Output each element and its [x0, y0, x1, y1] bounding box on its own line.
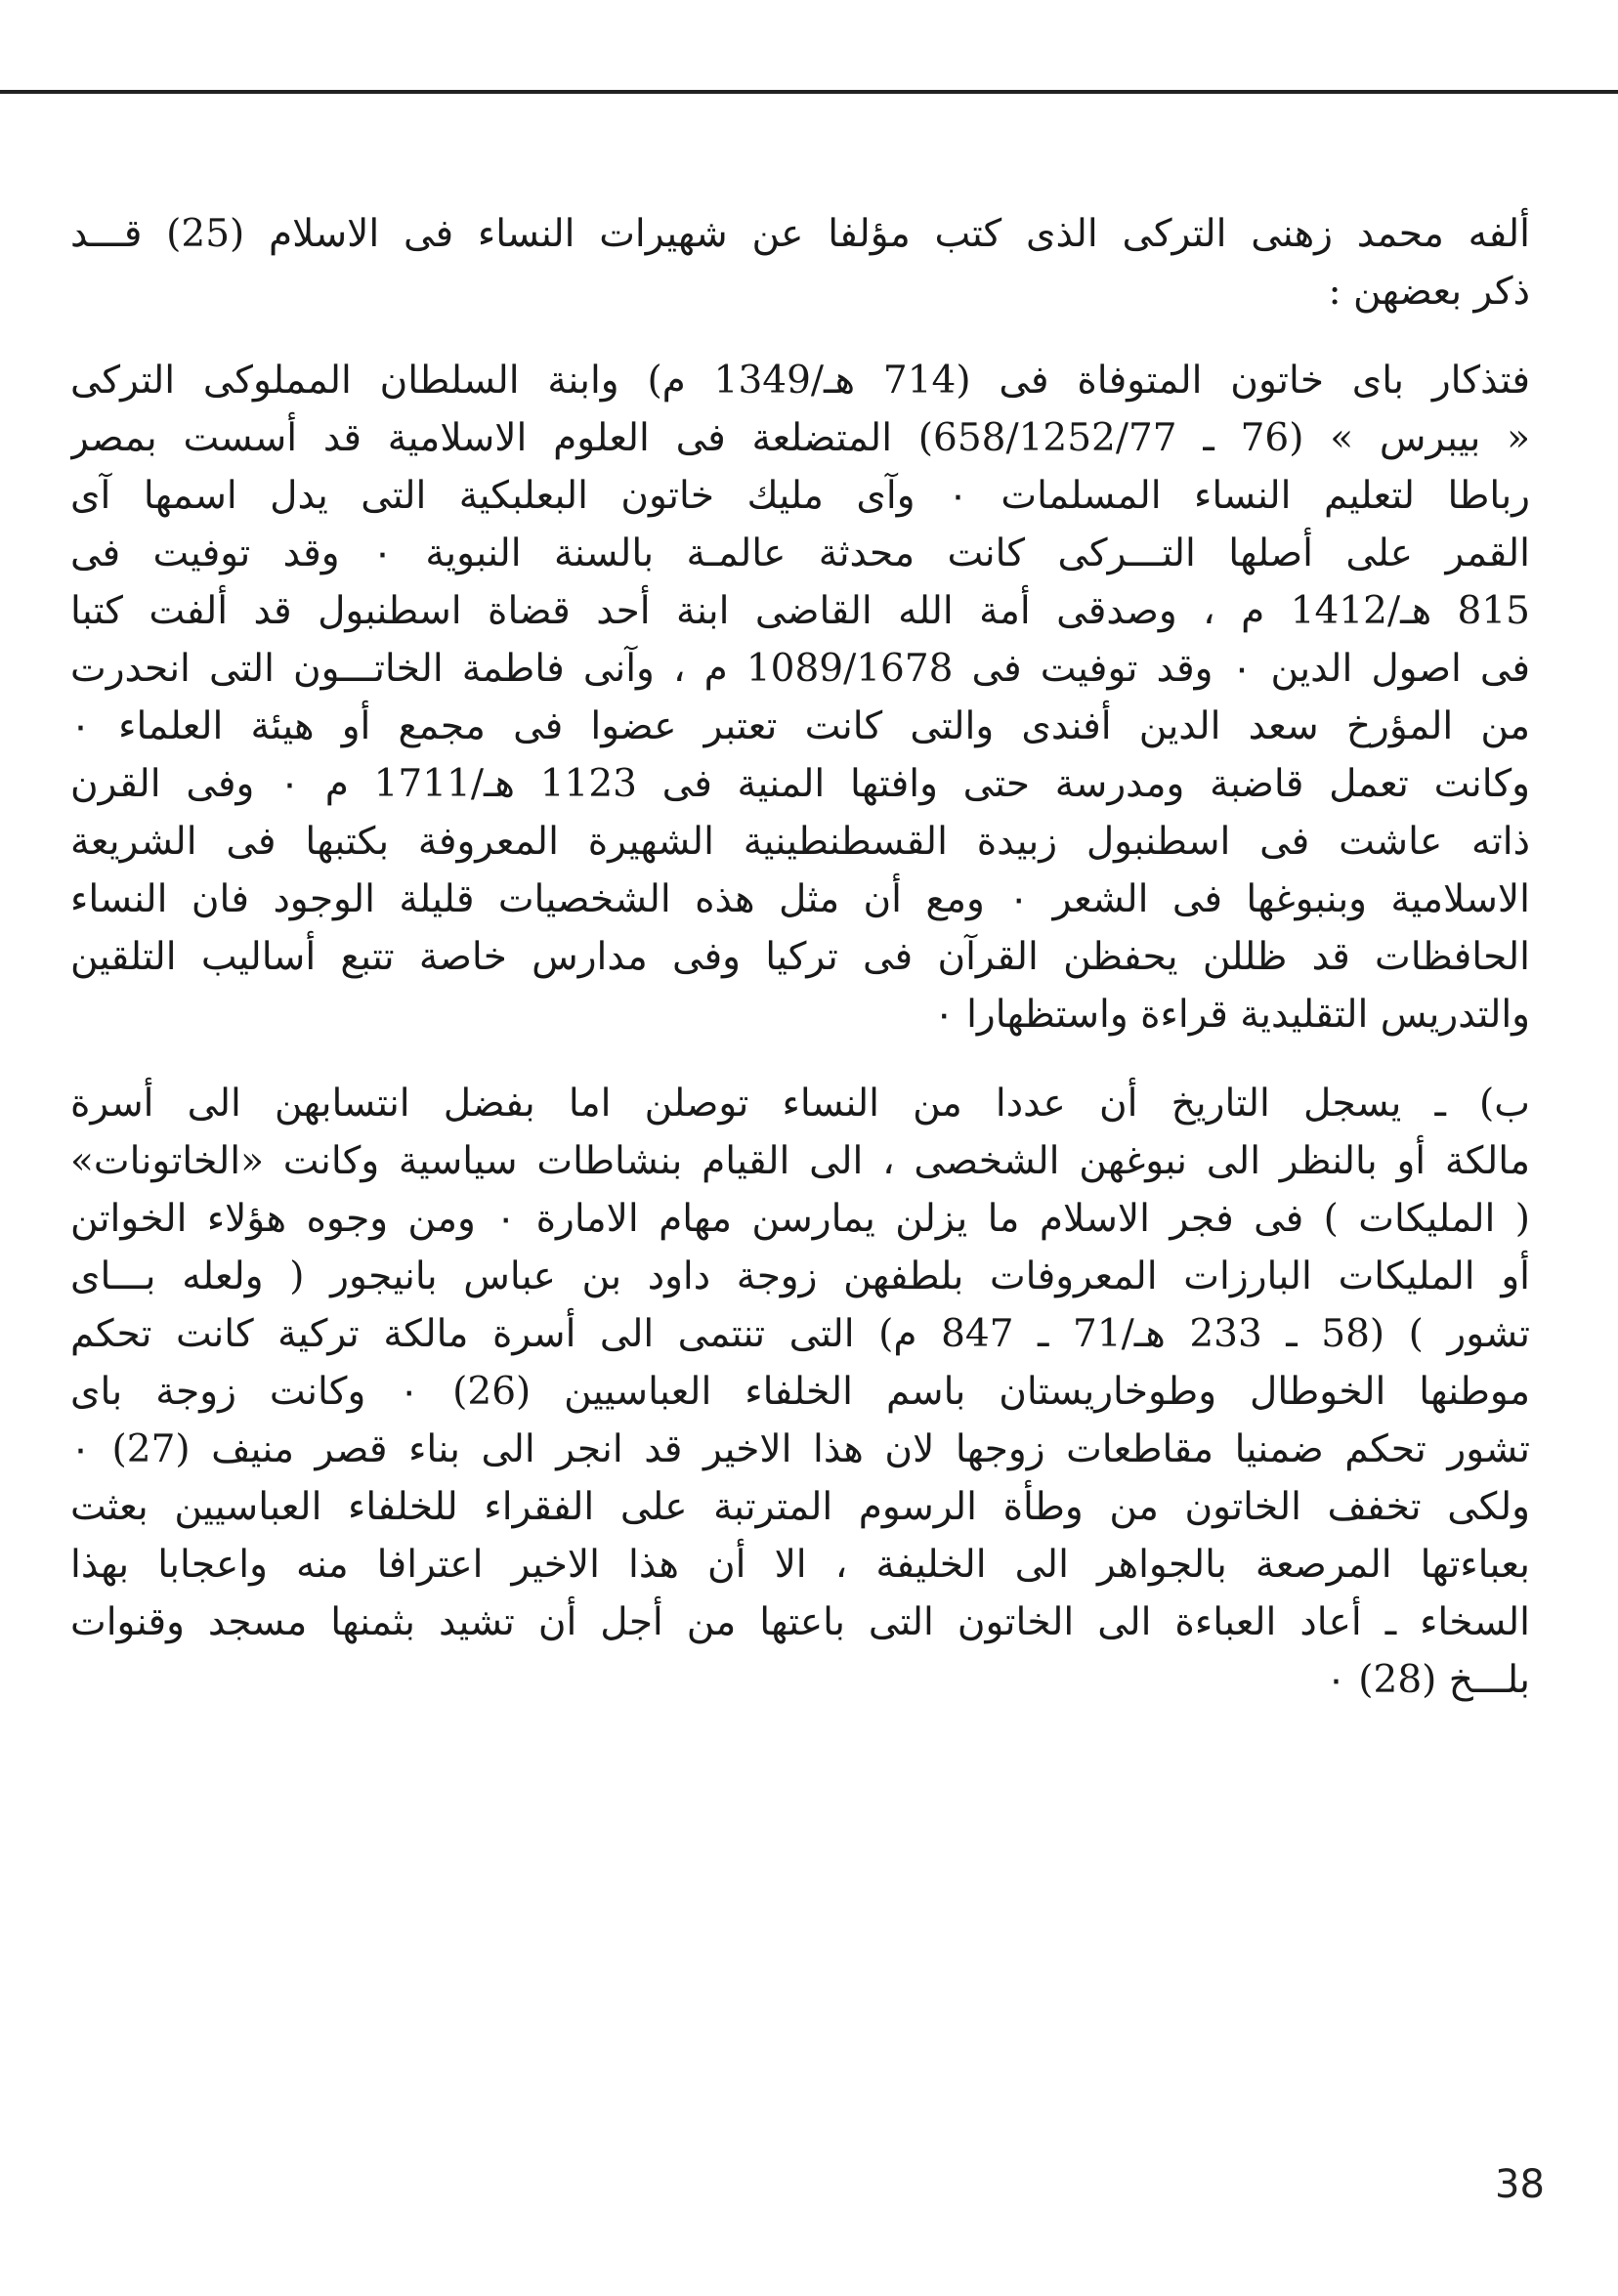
text-line: ولكى تخفف الخاتون من وطأة الرسوم المترتبة على الفقراء للخلفاء العباسيين بعثت: [70, 1485, 1530, 1529]
paragraph: [70, 352, 1530, 1043]
text-line: تشور تحكم ضمنيا مقاطعات زوجها لان هذا الاخير قد انجر الى بناء قصر منيف (27) ٠: [70, 1427, 1530, 1471]
text-line: ( المليكات ) فى فجر الاسلام ما يزلن يمارسن مهام الامارة ٠ ومن وجوه هؤلاء الخواتن: [70, 1197, 1530, 1241]
text-line: ألفه محمد زهنى التركى الذى كتب مؤلفا عن شهيرات النساء فى الاسلام (25) قـــد: [70, 212, 1530, 256]
text-line: بلـــخ (28) ٠: [1325, 1658, 1530, 1702]
text-line: 815 هـ/1412 م ، وصدقى أمة الله القاضى ابنة أحد قضاة اسطنبول قد ألفت كتبا: [70, 589, 1530, 633]
text-line: ذاته عاشت فى اسطنبول زبيدة القسطنطينية الشهيرة المعروفة بكتبها فى الشريعة: [70, 820, 1530, 864]
text-line: وكانت تعمل قاضبة ومدرسة حتى وافتها المنية فى 1123 هـ/1711 م ٠ وفى القرن: [70, 762, 1530, 806]
text-line: ب) ـ يسجل التاريخ أن عددا من النساء توصلن اما بفضل انتسابهن الى أسرة: [70, 1082, 1530, 1126]
text-line: موطنها الخوطال وطوخاريستان باسم الخلفاء العباسيين (26) ٠ وكانت زوجة باى: [70, 1370, 1530, 1414]
text-line: القمر على أصلها التـــركى كانت محدثة عالمـة بالسنة النبوية ٠ وقد توفيت فى: [70, 531, 1530, 575]
text-line: فتذكار باى خاتون المتوفاة فى (714 هـ/1349 م) وابنة السلطان المملوكى التركى: [70, 359, 1530, 403]
text-line: رباطا لتعليم النساء المسلمات ٠ وآى مليك خاتون البعلبكية التى يدل اسمها آى: [70, 474, 1530, 518]
text-line: من المؤرخ سعد الدين أفندى والتى كانت تعتبر عضوا فى مجمع أو هيئة العلماء ٠: [70, 704, 1530, 748]
text-line: والتدريس التقليدية قراءة واستظهارا ٠: [933, 993, 1530, 1037]
text-line: مالكة أو بالنظر الى نبوغهن الشخصى ، الى القيام بنشاطات سياسية وكانت «الخاتونات»: [70, 1139, 1530, 1183]
page-number: 38: [1495, 2162, 1545, 2207]
text-line: ذكر بعضهن :: [1328, 270, 1530, 314]
body-text: [70, 205, 1530, 1709]
text-line: بعباءتها المرصعة بالجواهر الى الخليفة ، الا أن هذا الاخير اعترافا منه واعجابا بهذا: [70, 1543, 1530, 1587]
paragraph: [70, 1075, 1530, 1709]
text-line: الحافظات قد ظللن يحفظن القرآن فى تركيا وفى مدارس خاصة تتبع أساليب التلقين: [70, 935, 1530, 979]
text-line: تشور ) (58 ـ 233 هـ/71 ـ 847 م) التى تنتمى الى أسرة مالكة تركية كانت تحكم: [70, 1312, 1530, 1356]
text-line: السخاء ـ أعاد العباءة الى الخاتون التى باعتها من أجل أن تشيد بثمنها مسجد وقنوات: [70, 1600, 1530, 1644]
text-line: الاسلامية وبنبوغها فى الشعر ٠ ومع أن مثل هذه الشخصيات قليلة الوجود فان النساء: [70, 877, 1530, 921]
text-line: فى اصول الدين ٠ وقد توفيت فى 1089/1678 م ، وآنى فاطمة الخاتـــون التى انحدرت: [70, 647, 1530, 691]
text-line: أو المليكات البارزات المعروفات بلطفهن زوجة داود بن عباس بانيجور ( ولعله بـــاى: [70, 1254, 1530, 1298]
paragraph: [70, 205, 1530, 320]
text-line: « بيبرس » (76 ـ 658/1252/77) المتضلعة فى العلوم الاسلامية قد أسست بمصر: [70, 416, 1530, 460]
header-rule: [0, 90, 1618, 94]
